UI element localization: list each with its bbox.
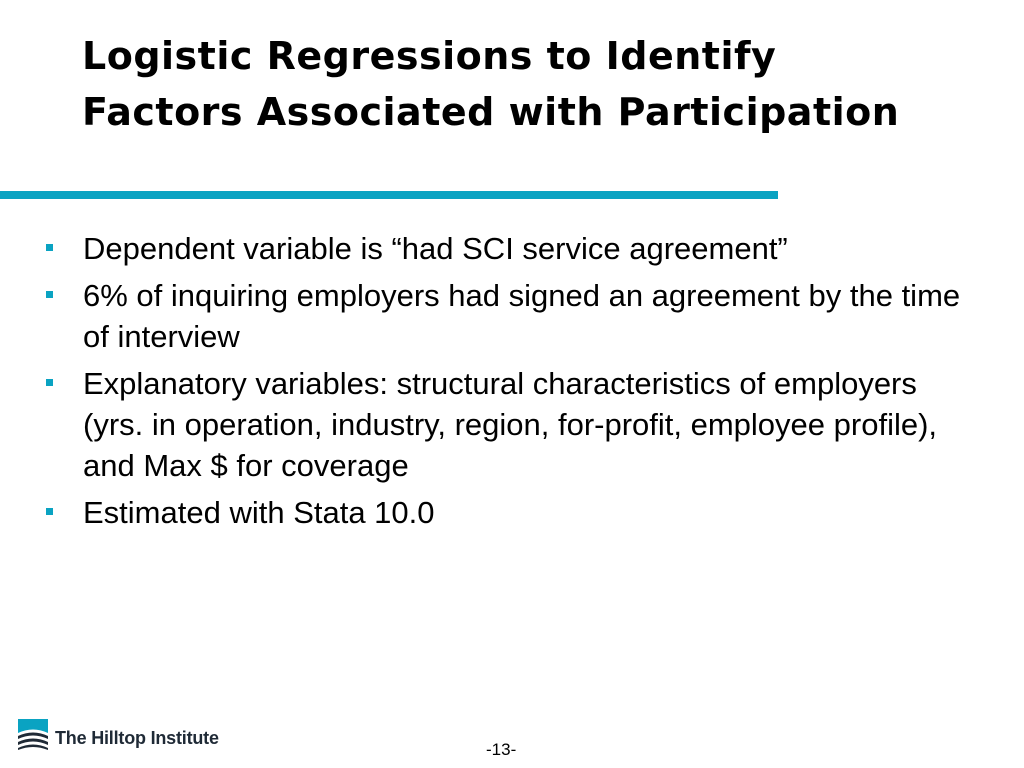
bullet-item xyxy=(46,492,976,533)
bullet-item xyxy=(46,275,976,357)
page-number: -13- xyxy=(486,740,517,759)
hilltop-logo xyxy=(16,714,219,754)
bullet-text: Estimated with Stata 10.0 xyxy=(83,495,435,530)
bullet-text: Explanatory variables: structural characteristics of employers (yrs. in operation, industry, region, for-profit, employee profile), and Max $ for coverage xyxy=(83,366,938,483)
bullet-item xyxy=(46,363,976,486)
slide-title: Logistic Regressions to Identify Factors Associated with Participation xyxy=(82,34,900,134)
title-divider xyxy=(0,191,778,199)
bullet-list xyxy=(46,228,976,539)
square-bullet-icon xyxy=(46,508,53,515)
square-bullet-icon xyxy=(46,291,53,298)
square-bullet-icon xyxy=(46,244,53,251)
square-bullet-icon xyxy=(46,379,53,386)
hilltop-logo-icon xyxy=(16,717,50,751)
bullet-item xyxy=(46,228,976,269)
bullet-text: Dependent variable is “had SCI service agreement” xyxy=(83,231,788,266)
bullet-text: 6% of inquiring employers had signed an agreement by the time of interview xyxy=(83,278,961,354)
logo-text: The Hilltop Institute xyxy=(55,727,219,748)
